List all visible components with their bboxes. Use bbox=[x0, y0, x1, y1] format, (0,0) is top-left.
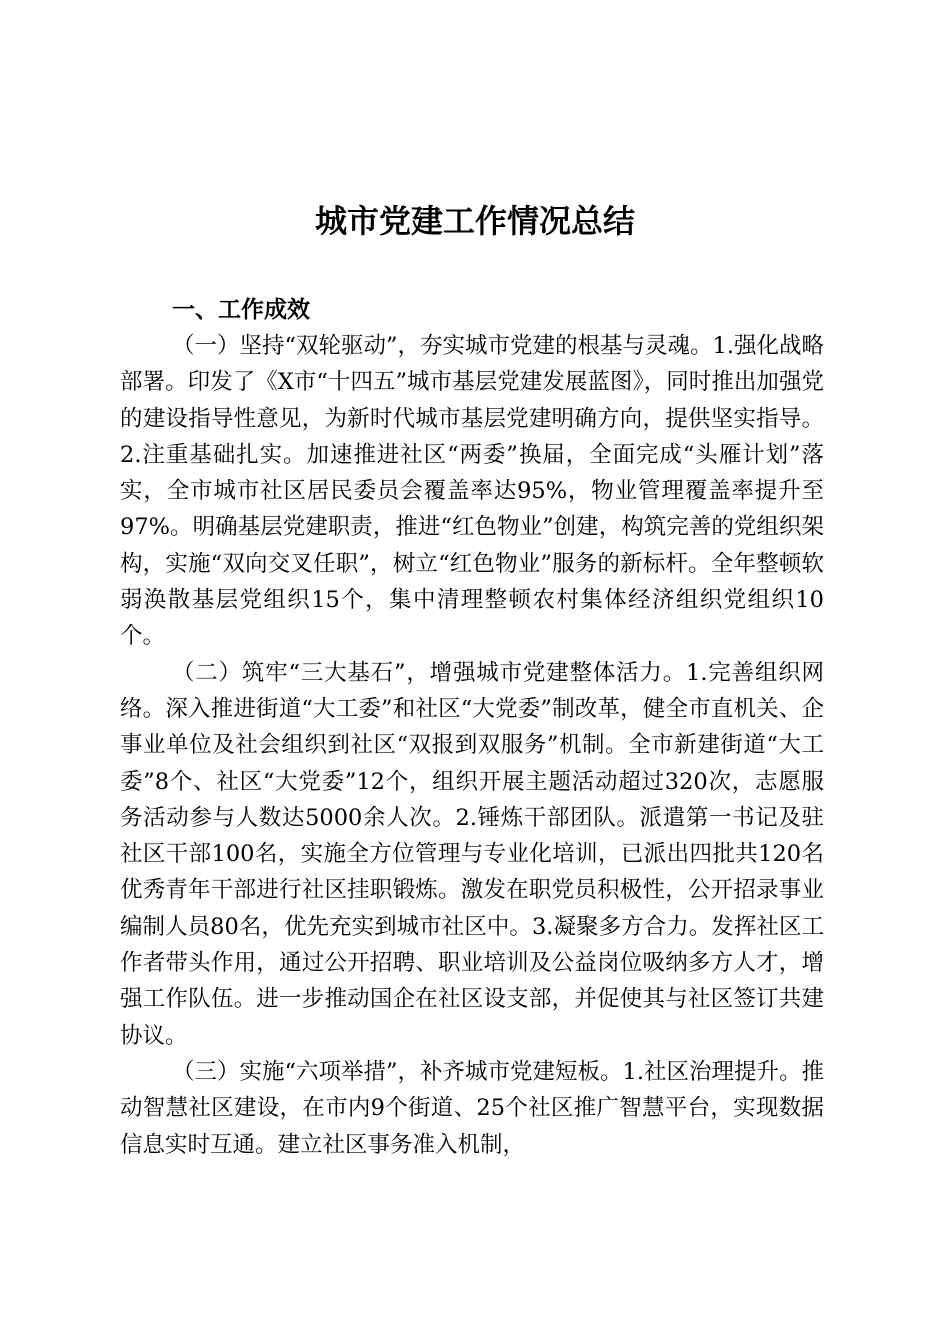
section-heading: 一、工作成效 bbox=[172, 297, 310, 323]
paragraph-2 bbox=[120, 655, 824, 1054]
document-body bbox=[120, 328, 824, 1163]
paragraph-3-text: 1.社区治理提升。推动智慧社区建设，在市内9个街道、25个社区推广智慧平台，实现数据信息实时互通。建立社区事务准入机制， bbox=[120, 1058, 825, 1158]
paragraph-2-text: 1.完善组织网络。深入推进街道“大工委”和社区“大党委”制改革，健全市直机关、企事业单位及社会组织到社区“双报到双服务”机制。全市新建街道“大工委”8个、社区“大党委”12个，组织开展主题活动超过320次，志愿服务活动参与人数达5000余人次。2.锤炼干部团队。派遣第一书记及驻社区干部100名，实施全方位管理与专业化培训，已派出四批共120名优秀青年干部进行社区挂职锻炼。激发在职党员积极性，公开招录事业编制人员80名，优先充实到城市社区中。3.凝聚多方合力。发挥社区工作者带头作用，通过公开招聘、职业培训及公益岗位吸纳多方人才，增强工作队伍。进一步推动国企在社区设支部，并促使其与社区签订共建协议。 bbox=[120, 659, 825, 1049]
paragraph-3 bbox=[120, 1054, 824, 1163]
document-title: 城市党建工作情况总结 bbox=[314, 202, 635, 240]
paragraph-1-lead: （一）坚持“双轮驱动”，夯实城市党建的根基与灵魂。 bbox=[172, 333, 713, 359]
paragraph-1 bbox=[120, 328, 824, 655]
paragraph-2-lead: （二）筑牢“三大基石”，增强城市党建整体活力。 bbox=[172, 659, 687, 686]
paragraph-3-lead: （三）实施“六项举措”，补齐城市党建短板。 bbox=[172, 1058, 623, 1085]
paragraph-1-text: 1.强化战略部署。印发了《X市“十四五”城市基层党建发展蓝图》，同时推出加强党的建设指导性意见，为新时代城市基层党建明确方向，提供坚实指导。2.注重基础扎实。加速推进社区“两委”换届，全面完成“头雁计划”落实，全市城市社区居民委员会覆盖率达95%，物业管理覆盖率提升至97%。明确基层党建职责，推进“红色物业”创建，构筑完善的党组织架构，实施“双向交叉任职”，树立“红色物业”服务的新标杆。全年整顿软弱涣散基层党组织15个，集中清理整顿农村集体经济组织党组织10个。 bbox=[120, 333, 825, 650]
